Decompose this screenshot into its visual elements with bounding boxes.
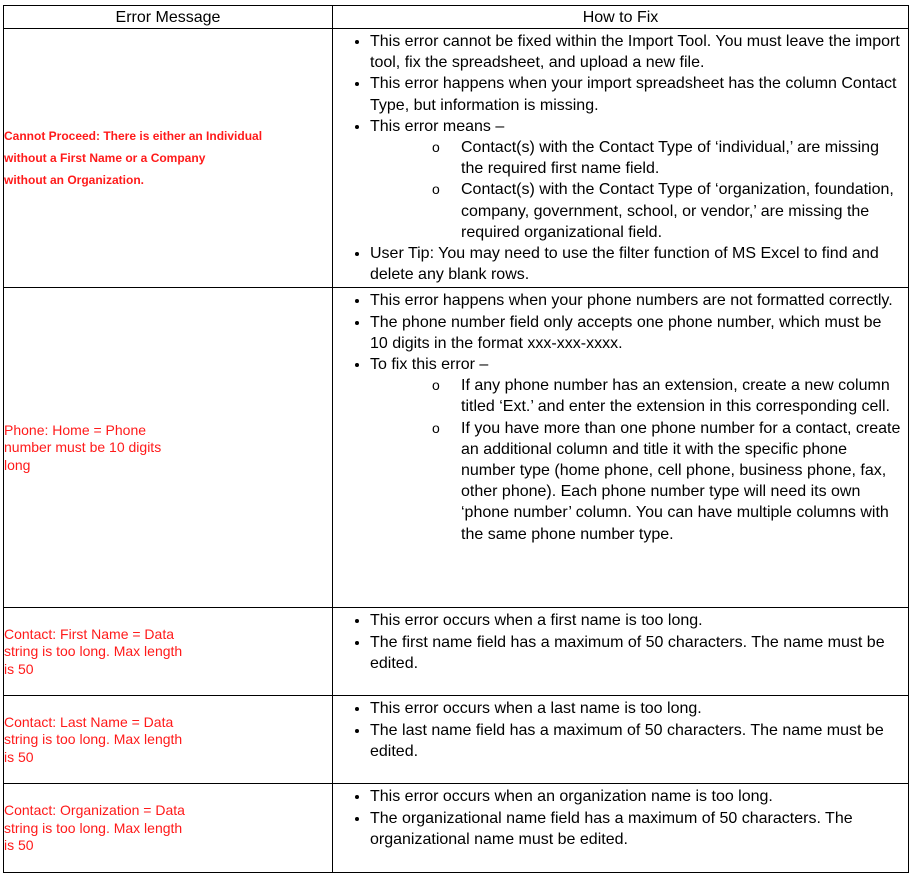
how-to-fix-cell	[333, 784, 909, 873]
table-row	[4, 784, 909, 873]
fix-subitem: o Contact(s) with the Contact Type of ‘organization, foundation, company, government, school, or vendor,’ are missing the required organizational field.	[461, 179, 902, 243]
error-message-cell: Phone: Home = Phone number must be 10 digits long	[4, 288, 333, 608]
fix-item	[370, 720, 902, 762]
fix-item	[370, 290, 902, 311]
fix-item	[370, 31, 902, 73]
fix-item	[370, 632, 902, 674]
fix-text: The organizational name field has a maximum of 50 characters. The organizational name must be edited.	[370, 809, 853, 848]
fix-subitem: o If any phone number has an extension, create a new column titled ‘Ext.’ and enter the extension in this corresponding cell.	[461, 375, 902, 417]
fix-item	[370, 116, 902, 243]
how-to-fix-cell	[333, 696, 909, 784]
fix-text: This error happens when your phone numbers are not formatted correctly.	[370, 292, 893, 310]
fix-text: This error occurs when an organization name is too long.	[370, 788, 773, 806]
table-row	[4, 288, 909, 608]
fix-item	[370, 786, 902, 807]
how-to-fix-cell	[333, 288, 909, 608]
fix-item	[370, 243, 902, 285]
fix-subitem: o If you have more than one phone number for a contact, create an additional column and title it with the specific phone number type (home phone, cell phone, business phone, fax, other phone). Each phone number type will need its own ‘phone number’ column. You can have multiple columns with the same phone number type.	[461, 418, 902, 545]
fix-text: This error means –	[370, 117, 505, 135]
table-row	[4, 608, 909, 696]
fix-text: The first name field has a maximum of 50 characters. The name must be edited.	[370, 633, 885, 672]
fix-item	[370, 354, 902, 545]
fix-text: To fix this error –	[370, 356, 489, 374]
fix-item	[370, 698, 902, 719]
fix-item	[370, 808, 902, 850]
fix-list	[333, 290, 902, 544]
fix-sublist	[370, 375, 902, 545]
fix-text: This error cannot be fixed within the Import Tool. You must leave the import tool, fix the spreadsheet, and upload a new file.	[370, 33, 900, 72]
fix-list	[333, 610, 902, 674]
error-message-cell: Contact: Organization = Data string is too long. Max length is 50	[4, 784, 333, 873]
fix-list	[333, 786, 902, 850]
error-message-cell: Contact: Last Name = Data string is too long. Max length is 50	[4, 696, 333, 784]
fix-text: The phone number field only accepts one phone number, which must be 10 digits in the format xxx-xxx-xxxx.	[370, 313, 882, 352]
error-message-cell: Contact: First Name = Data string is too long. Max length is 50	[4, 608, 333, 696]
fix-text: This error occurs when a first name is too long.	[370, 612, 703, 630]
how-to-fix-cell	[333, 29, 909, 288]
error-message-cell: Cannot Proceed: There is either an Individual without a First Name or a Company without an Organization.	[4, 29, 333, 288]
error-fix-table	[3, 5, 909, 873]
table-row	[4, 696, 909, 784]
fix-text: The last name field has a maximum of 50 characters. The name must be edited.	[370, 721, 884, 760]
header-error-message: Error Message	[4, 6, 333, 29]
table-row	[4, 29, 909, 288]
how-to-fix-cell	[333, 608, 909, 696]
fix-item	[370, 312, 902, 354]
fix-list	[333, 31, 902, 285]
fix-sublist	[370, 137, 902, 243]
header-how-to-fix: How to Fix	[333, 6, 909, 29]
fix-text: User Tip: You may need to use the filter function of MS Excel to find and delete any blank rows.	[370, 245, 879, 284]
fix-subitem: o Contact(s) with the Contact Type of ‘individual,’ are missing the required first name field.	[461, 137, 902, 179]
header-row	[4, 6, 909, 29]
fix-text: This error occurs when a last name is too long.	[370, 700, 702, 718]
fix-text: This error happens when your import spreadsheet has the column Contact Type, but information is missing.	[370, 75, 897, 114]
fix-item	[370, 73, 902, 115]
fix-item	[370, 610, 902, 631]
fix-list	[333, 698, 902, 762]
